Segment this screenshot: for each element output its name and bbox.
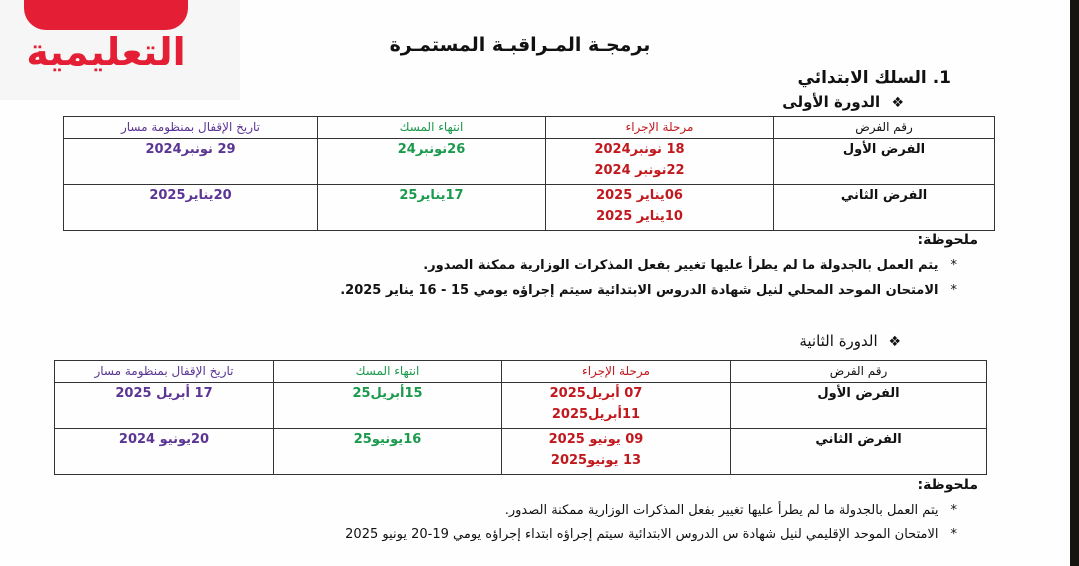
- entry-end-cell: 15أبريل25: [274, 383, 502, 429]
- closing-cell: 20يناير2025: [64, 185, 318, 231]
- header-closing-date: تاريخ الإقفال بمنظومة مسار: [64, 117, 318, 139]
- note-label: ملحوظة:: [917, 477, 978, 493]
- header-entry-end: انتهاء المسك: [274, 361, 502, 383]
- procedure-end: 13 يونيو2025: [550, 453, 642, 468]
- logo: [0, 0, 240, 100]
- diamond-bullet-icon: ❖: [891, 95, 904, 111]
- section-label: السلك الابتدائي: [797, 68, 927, 88]
- logo-text: التعليمية: [26, 30, 186, 74]
- note-label: ملحوظة:: [917, 232, 978, 248]
- bullet-icon: *: [950, 527, 957, 542]
- session-2-table: [54, 360, 987, 475]
- session-2-title: الدورة الثانية: [799, 332, 878, 350]
- session-1-heading: [782, 93, 904, 111]
- header-entry-end: انتهاء المسك: [318, 117, 546, 139]
- section-number: 1.: [932, 68, 951, 88]
- exam-cell: الفرض الثاني: [774, 185, 995, 231]
- header-closing-date: تاريخ الإقفال بمنظومة مسار: [55, 361, 274, 383]
- bullet-icon: *: [950, 503, 957, 518]
- section-heading: [798, 68, 951, 88]
- note-item: *يتم العمل بالجدولة ما لم يطرأ عليها تغيير بفعل المذكرات الوزارية ممكنة الصدور.: [423, 258, 957, 273]
- note-item: *الامتحان الموحد المحلي لنيل شهادة الدروس الابتدائية سيتم إجراؤه يومي 15 - 16 يناير 2025.: [340, 283, 957, 298]
- procedure-start: 09 يونيو 2025: [548, 432, 644, 447]
- procedure-end: 10يناير 2025: [596, 209, 683, 224]
- header-exam-number: رقم الفرض: [731, 361, 987, 383]
- closing-cell: 20يونيو 2024: [55, 429, 274, 475]
- closing-cell: 29 نونبر2024: [64, 139, 318, 185]
- procedure-start: 18 نونبر2024: [594, 142, 685, 157]
- procedure-end: 11أبريل2025: [551, 407, 641, 422]
- table-header-row: [64, 117, 995, 139]
- entry-end-cell: 16يونيو25: [274, 429, 502, 475]
- procedure-cell: [502, 429, 731, 475]
- session-2-heading: [799, 332, 901, 350]
- table-row: [64, 139, 995, 185]
- procedure-cell: [546, 185, 774, 231]
- session-1-title: الدورة الأولى: [782, 93, 881, 111]
- exam-cell: الفرض الأول: [774, 139, 995, 185]
- note-item: *الامتحان الموحد الإقليمي لنيل شهادة س الدروس الابتدائية سيتم إجراؤه ابتداء إجراؤه يومي 19-20 يونيو 2025: [345, 527, 957, 542]
- window-edge: [1070, 0, 1079, 566]
- bullet-icon: *: [950, 258, 957, 273]
- entry-end-cell: 26نونبر24: [318, 139, 546, 185]
- exam-cell: الفرض الثاني: [731, 429, 987, 475]
- header-procedure: مرحلة الإجراء: [546, 117, 774, 139]
- exam-cell: الفرض الأول: [731, 383, 987, 429]
- closing-cell: 17 أبريل 2025: [55, 383, 274, 429]
- procedure-cell: [546, 139, 774, 185]
- table-row: [55, 429, 987, 475]
- note-item: *يتم العمل بالجدولة ما لم يطرأ عليها تغيير بفعل المذكرات الوزارية ممكنة الصدور.: [504, 503, 957, 518]
- table-row: [64, 185, 995, 231]
- session-1-table: [63, 116, 995, 231]
- diamond-bullet-icon: ❖: [888, 334, 901, 350]
- procedure-start: 07 أبريل2025: [549, 386, 643, 401]
- table-header-row: [55, 361, 987, 383]
- procedure-end: 22نونبر 2024: [594, 163, 685, 178]
- procedure-cell: [502, 383, 731, 429]
- page-title: برمجـة المـراقبـة المستمـرة: [389, 34, 651, 56]
- bullet-icon: *: [950, 283, 957, 298]
- header-procedure: مرحلة الإجراء: [502, 361, 731, 383]
- procedure-start: 06يناير 2025: [596, 188, 683, 203]
- logo-mark-icon: [24, 0, 188, 30]
- table-row: [55, 383, 987, 429]
- entry-end-cell: 17يناير25: [318, 185, 546, 231]
- header-exam-number: رقم الفرض: [774, 117, 995, 139]
